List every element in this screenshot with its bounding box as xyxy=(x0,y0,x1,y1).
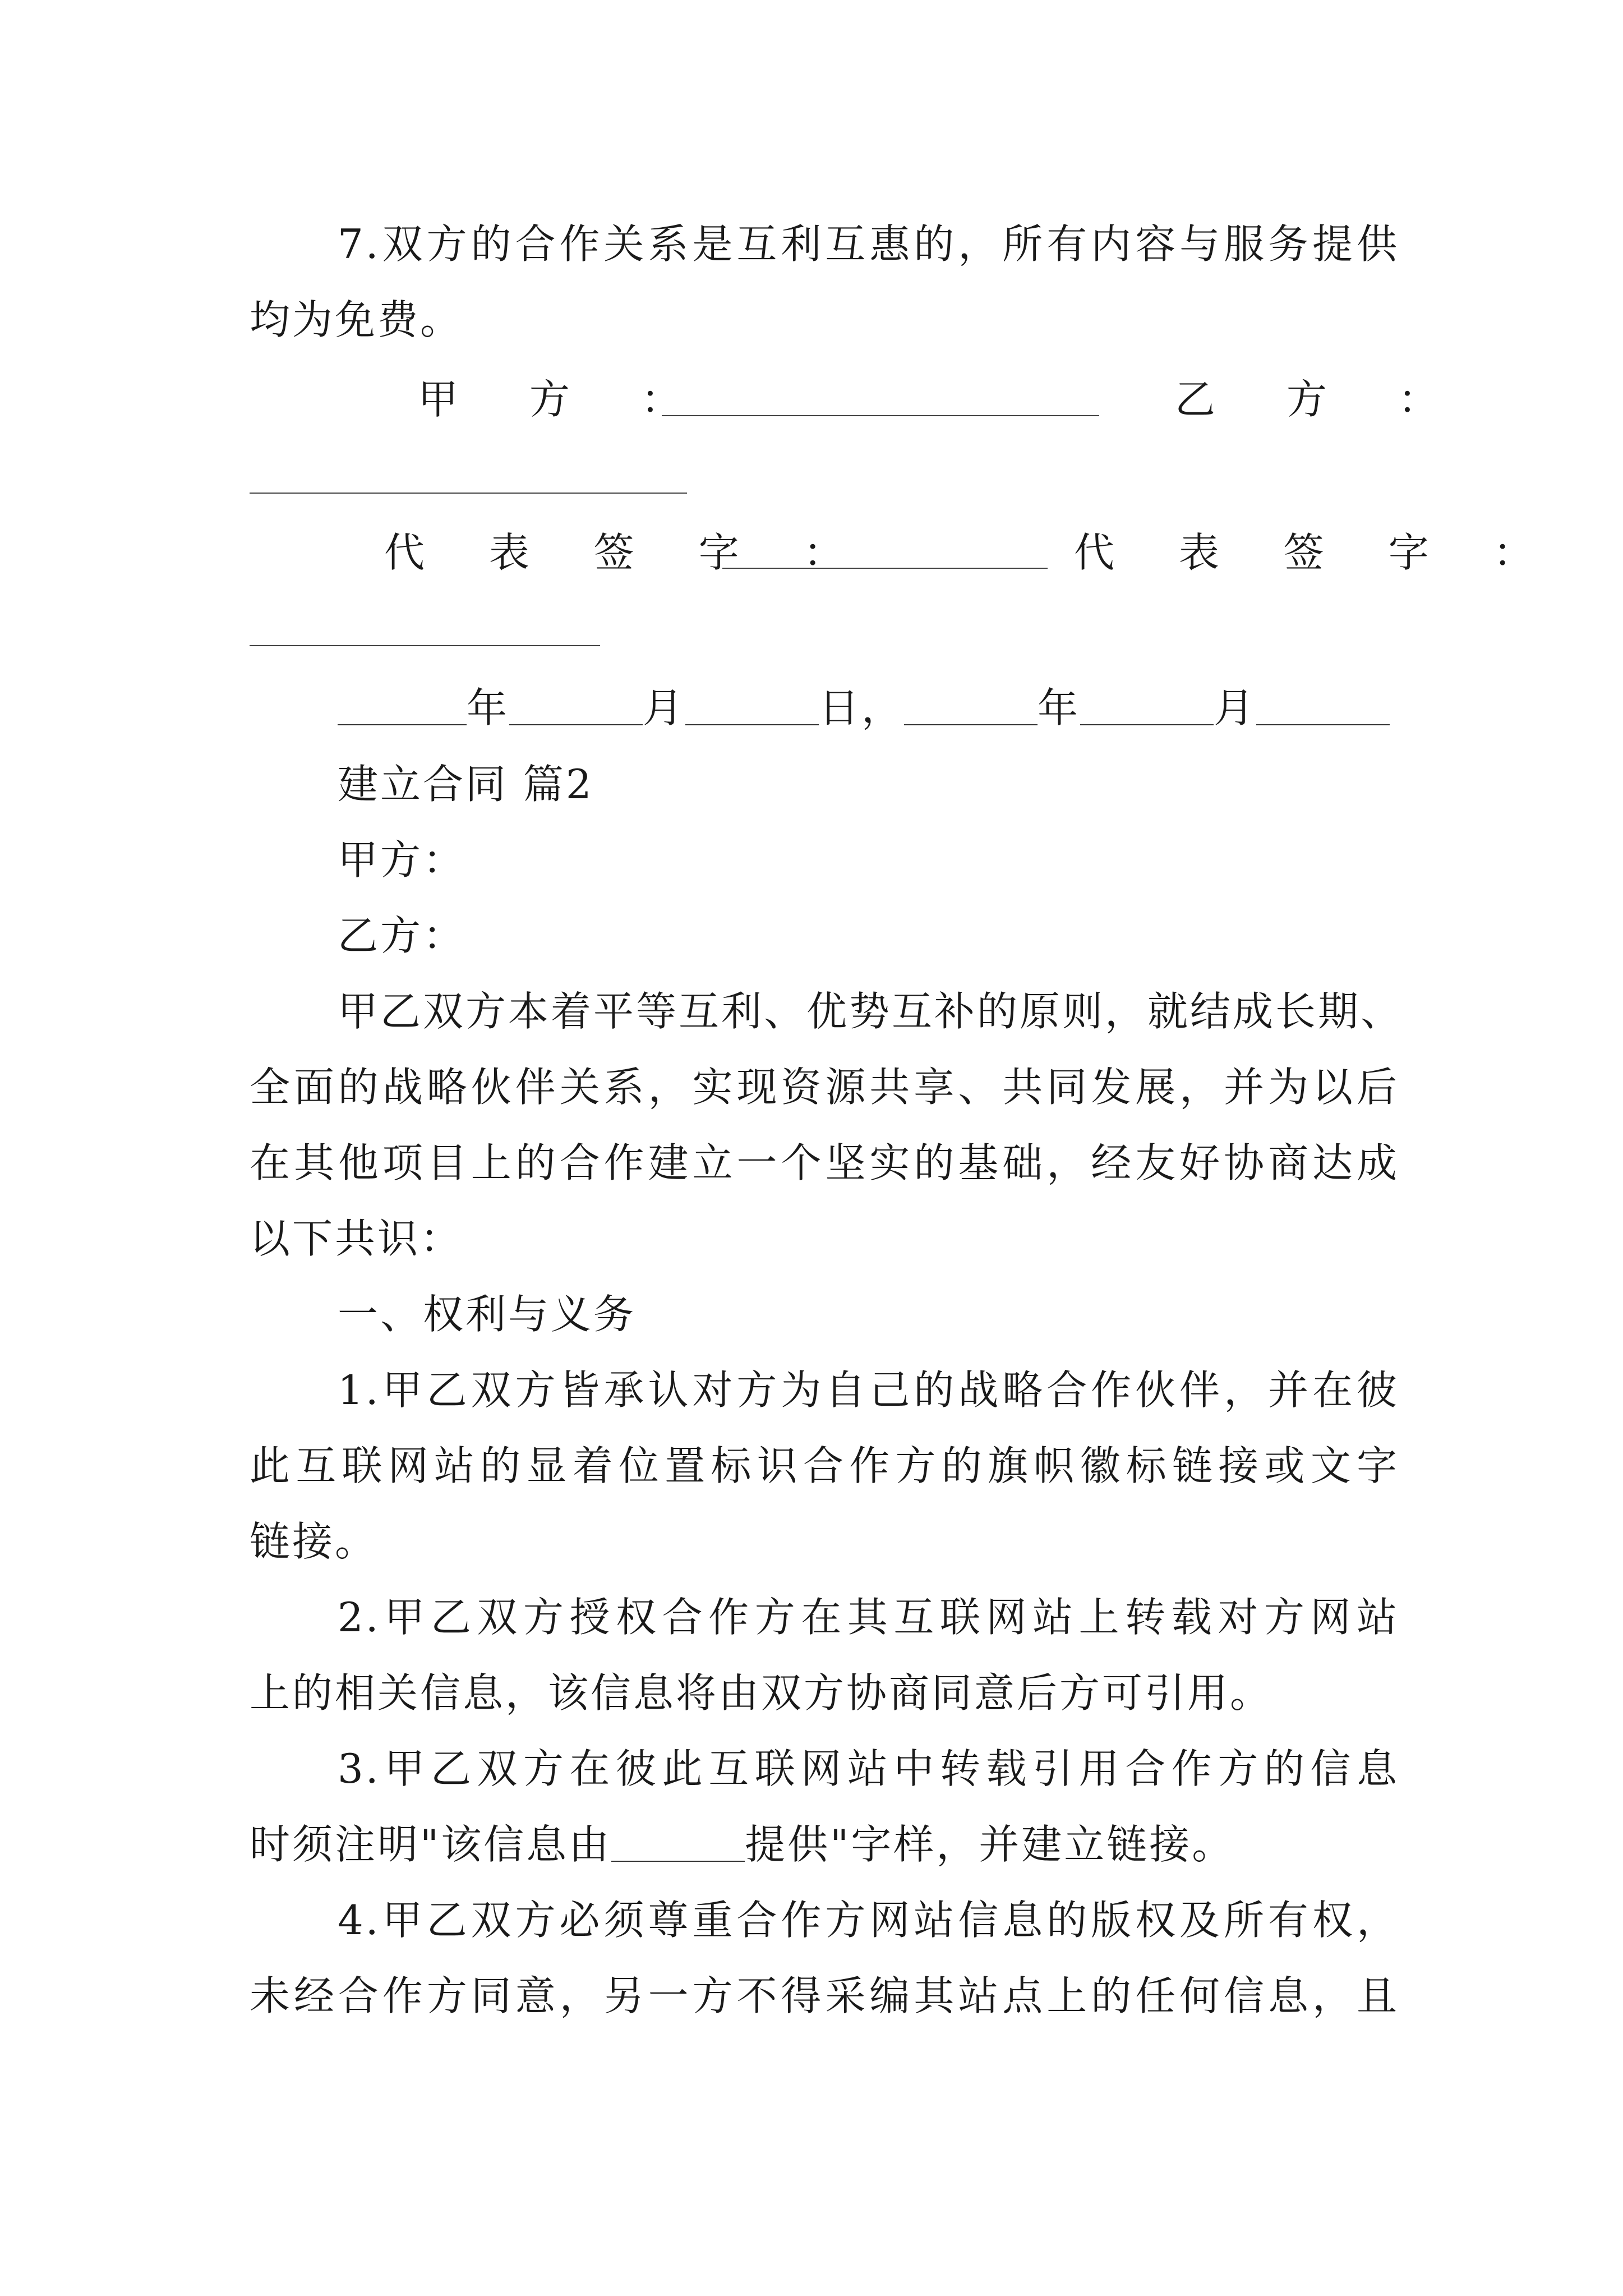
party-a-line: 甲方： xyxy=(338,836,466,884)
month-a-blank xyxy=(509,691,643,725)
item-3-line-1: 3.甲乙双方在彼此互联网站中转载引用合作方的信息 xyxy=(338,1745,1399,1792)
party-a-label: 甲 方 ： xyxy=(418,376,711,423)
month-b-blank xyxy=(1080,691,1214,725)
preamble-line-1: 甲乙双方本着平等互利、优势互补的原则，就结成长期、 xyxy=(338,988,1404,1035)
year-a-blank xyxy=(338,691,467,725)
item-3-line-2 xyxy=(250,1816,1399,1872)
clause-7-line-1: 7.双方的合作关系是互利互惠的，所有内容与服务提供 xyxy=(338,220,1399,268)
rep-a-label: 代 表 签 字 ： xyxy=(384,529,870,576)
day-a-blank xyxy=(685,691,819,725)
party-b-line: 乙方： xyxy=(338,912,466,959)
party-b-blank xyxy=(250,493,687,494)
item-1-line-3: 链接。 xyxy=(250,1518,378,1565)
item-2-line-2: 上的相关信息，该信息将由双方协商同意后方可引用。 xyxy=(250,1669,1273,1717)
month-b-label: 月 xyxy=(1214,684,1257,731)
item-3-text-a: 时须注明"该信息由 xyxy=(250,1821,612,1868)
item-4-line-2: 未经合作方同意，另一方不得采编其站点上的任何信息，且 xyxy=(250,1972,1399,2019)
preamble-line-2: 全面的战略伙伴关系，实现资源共享、共同发展，并为以后 xyxy=(250,1064,1399,1111)
item-3-text-b: 提供"字样，并建立链接。 xyxy=(745,1821,1235,1868)
rep-b-label: 代 表 签 字 ： xyxy=(1074,529,1560,576)
item-4-line-1: 4.甲乙双方必须尊重合作方网站信息的版权及所有权， xyxy=(338,1897,1399,1944)
item-1-line-2: 此互联网站的显着位置标识合作方的旗帜徽标链接或文字 xyxy=(250,1442,1399,1489)
year-b-blank xyxy=(904,691,1038,725)
year-a-label: 年 xyxy=(467,684,510,731)
preamble-line-4: 以下共识： xyxy=(250,1215,463,1262)
rep-a-blank xyxy=(722,568,1048,569)
day-a-label: 日， xyxy=(819,684,905,731)
month-a-label: 月 xyxy=(643,684,686,731)
provider-blank xyxy=(611,1827,745,1862)
rep-b-blank xyxy=(250,645,600,646)
preamble-line-3: 在其他项目上的合作建立一个坚实的基础，经友好协商达成 xyxy=(250,1139,1399,1186)
party-b-label: 乙 方 ： xyxy=(1175,376,1468,423)
date-line xyxy=(338,680,1399,736)
section-heading: 建立合同 篇2 xyxy=(338,761,594,808)
day-b-blank xyxy=(1256,691,1390,725)
section-1-title: 一、权利与义务 xyxy=(338,1291,637,1338)
item-2-line-1: 2.甲乙双方授权合作方在其互联网站上转载对方网站 xyxy=(338,1594,1399,1641)
clause-7-line-2: 均为免费。 xyxy=(250,296,463,343)
party-a-blank xyxy=(662,415,1099,416)
year-b-label: 年 xyxy=(1038,684,1081,731)
item-1-line-1: 1.甲乙双方皆承认对方为自己的战略合作伙伴，并在彼 xyxy=(338,1366,1399,1414)
